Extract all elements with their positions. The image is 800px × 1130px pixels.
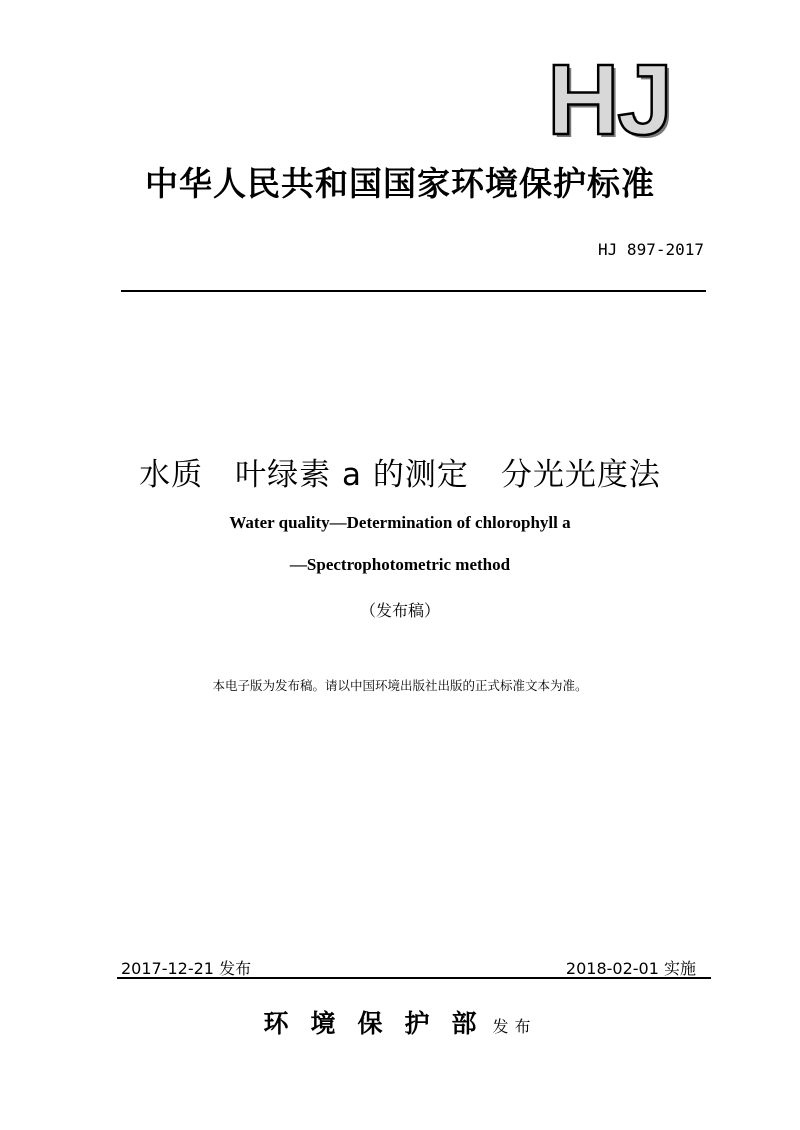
- standard-number: HJ 897-2017: [598, 240, 704, 259]
- english-title-line-2: —Spectrophotometric method: [289, 555, 511, 574]
- standard-category-title: 中华人民共和国国家环境保护标准: [145, 164, 655, 203]
- english-title-line-1: Water quality—Determination of chlorophyll a: [229, 513, 571, 532]
- hj-logo-text: HJ: [547, 44, 671, 156]
- footer-divider: [117, 977, 711, 979]
- draft-label: （发布稿）: [359, 601, 440, 620]
- publish-word: 发布: [492, 1017, 537, 1036]
- effective-date: 2018-02-01 实施: [565, 959, 696, 978]
- publisher-name: 环境保护部: [263, 1009, 499, 1038]
- issue-date: 2017-12-21 发布: [121, 959, 252, 978]
- header-divider: [121, 290, 706, 292]
- edition-notice: 本电子版为发布稿。请以中国环境出版社出版的正式标准文本为准。: [212, 678, 588, 693]
- hj-logo: [534, 44, 684, 156]
- chinese-title: 水质 叶绿素 a 的测定 分光光度法: [139, 457, 661, 493]
- publisher-line: [0, 1004, 800, 1040]
